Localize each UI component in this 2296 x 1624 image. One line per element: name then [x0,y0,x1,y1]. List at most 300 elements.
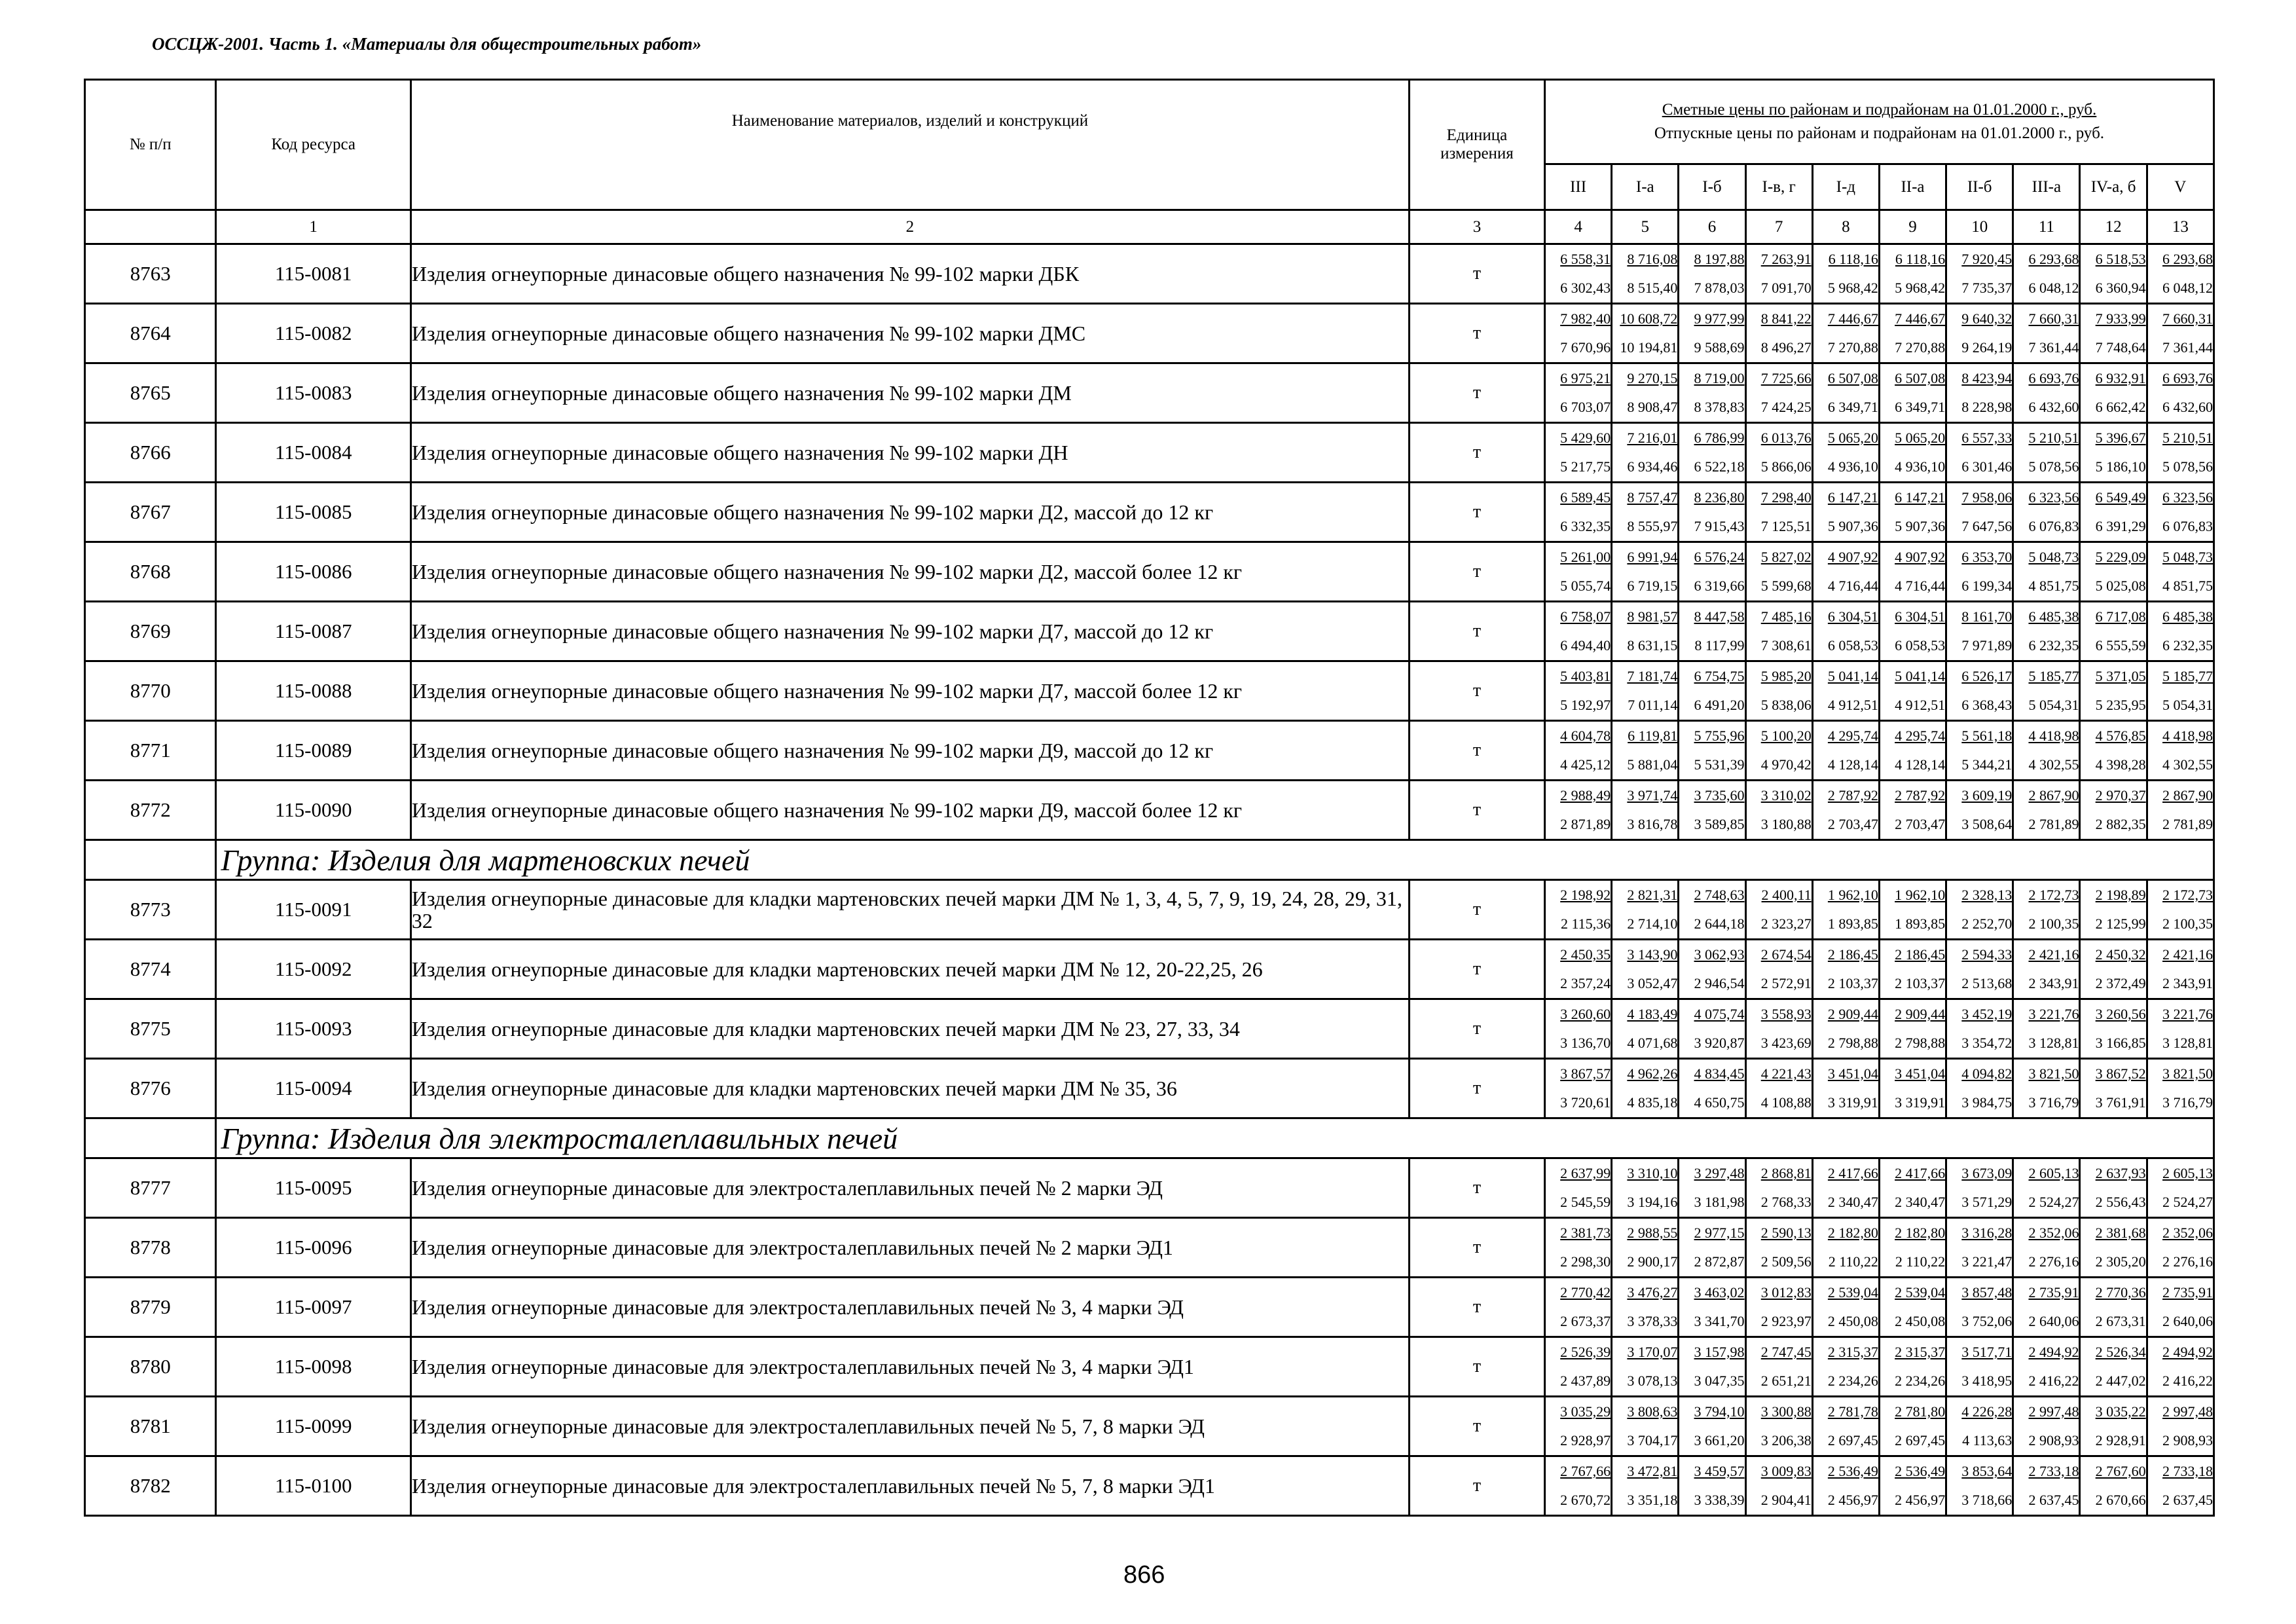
price-cell [1544,721,1611,781]
resource-code: 115-0099 [216,1397,410,1456]
estimate-price: 3 035,29 [1560,1403,1611,1420]
material-name: Изделия огнеупорные динасовые для электросталеплавильных печей № 3, 4 марки ЭД1 [410,1337,1409,1397]
group-empty-cell [85,1118,216,1158]
resource-code: 115-0089 [216,721,410,781]
release-price: 3 128,81 [2028,1035,2079,1051]
estimate-price: 3 260,60 [1560,1006,1611,1022]
estimate-price: 7 933,99 [2095,310,2146,327]
release-price: 7 915,43 [1694,518,1745,534]
release-price: 10 194,81 [1620,339,1678,356]
estimate-price: 2 867,90 [2162,787,2213,803]
estimate-price: 2 781,78 [1827,1403,1878,1420]
estimate-price: 6 118,16 [1895,251,1946,267]
estimate-price: 5 429,60 [1560,430,1611,446]
price-cell [1612,940,1679,999]
estimate-price: 3 012,83 [1760,1284,1812,1301]
column-number: 5 [1612,210,1679,244]
release-price: 2 781,89 [2162,816,2213,832]
estimate-price: 2 381,68 [2095,1225,2146,1241]
price-cell [2147,880,2214,940]
price-cell [2080,1337,2147,1397]
price-cell [1745,304,1812,363]
column-number: 4 [1544,210,1611,244]
price-cell [1612,999,1679,1059]
release-price: 3 319,91 [1827,1094,1878,1111]
release-price: 3 194,16 [1627,1194,1678,1210]
estimate-price: 7 181,74 [1627,668,1678,684]
page-number: 866 [1123,1561,1165,1589]
release-price: 4 425,12 [1560,756,1611,773]
price-cell [1745,483,1812,542]
release-price: 2 908,93 [2162,1432,2213,1449]
group-title: Группа: Изделия для электросталеплавильных печей [216,1118,2214,1158]
price-cell [1612,781,1679,840]
release-price: 3 418,95 [1961,1373,2013,1389]
price-cell [2147,781,2214,840]
column-number-empty [85,210,216,244]
price-cell [1679,999,1745,1059]
price-cell [1812,1158,1879,1218]
estimate-price: 5 185,77 [2162,668,2213,684]
estimate-price: 2 637,93 [2095,1165,2146,1181]
price-cell [1812,1456,1879,1516]
release-price: 8 515,40 [1627,280,1678,296]
release-price: 1 893,85 [1827,915,1878,932]
price-cell [1745,1456,1812,1516]
estimate-price: 4 962,26 [1627,1065,1678,1082]
estimate-price: 2 172,73 [2028,887,2079,903]
estimate-price: 3 821,50 [2028,1065,2079,1082]
price-cell [1544,1337,1611,1397]
table-row [85,999,2214,1059]
header-region: I-б [1679,164,1745,210]
price-cell [1612,1059,1679,1118]
price-cell [1544,483,1611,542]
release-price: 4 128,14 [1895,756,1946,773]
estimate-price: 6 304,51 [1895,608,1946,625]
release-price: 3 920,87 [1694,1035,1745,1051]
price-cell [1612,363,1679,423]
release-price: 5 078,56 [2028,458,2079,475]
price-cell [2080,880,2147,940]
estimate-price: 2 787,92 [1895,787,1946,803]
material-name: Изделия огнеупорные динасовые общего назначения № 99-102 марки Д9, массой более 12 кг [410,781,1409,840]
release-price: 2 703,47 [1827,816,1878,832]
material-name: Изделия огнеупорные динасовые для электросталеплавильных печей № 2 марки ЭД1 [410,1218,1409,1278]
release-price: 5 055,74 [1560,578,1611,594]
estimate-price: 3 459,57 [1694,1463,1745,1479]
estimate-price: 2 997,48 [2028,1403,2079,1420]
price-cell [1879,244,1946,304]
header-unit: Единица измерения [1409,80,1544,210]
release-price: 2 697,45 [1895,1432,1946,1449]
release-price: 2 673,37 [1560,1313,1611,1329]
estimate-price: 4 576,85 [2095,728,2146,744]
estimate-price: 2 594,33 [1961,946,2013,963]
price-cell [1745,1218,1812,1278]
unit-of-measure: т [1409,1337,1544,1397]
release-price: 7 878,03 [1694,280,1745,296]
release-price: 5 531,39 [1694,756,1745,773]
release-price: 2 234,26 [1827,1373,1878,1389]
header-region: I-в, г [1745,164,1812,210]
release-price: 2 904,41 [1760,1492,1812,1508]
release-price: 2 781,89 [2028,816,2079,832]
estimate-price: 6 518,53 [2095,251,2146,267]
row-number: 8766 [85,423,216,483]
price-cell [2080,602,2147,661]
table-row [85,1456,2214,1516]
release-price: 3 718,66 [1961,1492,2013,1508]
estimate-price: 5 396,67 [2095,430,2146,446]
estimate-price: 2 315,37 [1895,1344,1946,1360]
group-row [85,840,2214,880]
estimate-price: 5 229,09 [2095,549,2146,565]
estimate-price: 1 962,10 [1895,887,1946,903]
release-price: 2 340,47 [1827,1194,1878,1210]
row-number: 8764 [85,304,216,363]
price-cell [1612,542,1679,602]
price-cell [1745,661,1812,721]
unit-of-measure: т [1409,363,1544,423]
estimate-price: 2 970,37 [2095,787,2146,803]
resource-code: 115-0087 [216,602,410,661]
release-price: 7 670,96 [1560,339,1611,356]
price-cell [1612,661,1679,721]
estimate-price: 8 197,88 [1694,251,1745,267]
release-price: 2 110,22 [1828,1253,1878,1270]
price-cell [2013,721,2080,781]
header-region: III-а [2013,164,2080,210]
price-cell [1745,880,1812,940]
price-cell [1946,880,2013,940]
release-price: 6 076,83 [2028,518,2079,534]
estimate-price: 4 418,98 [2162,728,2213,744]
estimate-price: 6 991,94 [1627,549,1678,565]
price-cell [1879,1059,1946,1118]
estimate-price: 9 640,32 [1961,310,2013,327]
price-cell [2013,1218,2080,1278]
price-cell [1745,602,1812,661]
row-number: 8780 [85,1337,216,1397]
unit-of-measure: т [1409,781,1544,840]
estimate-price: 2 417,66 [1895,1165,1946,1181]
estimate-price: 3 517,71 [1961,1344,2013,1360]
price-cell [1879,1456,1946,1516]
price-cell [1745,1059,1812,1118]
estimate-price: 6 589,45 [1560,489,1611,506]
release-price: 2 928,91 [2095,1432,2146,1449]
estimate-price: 7 660,31 [2028,310,2079,327]
resource-code: 115-0100 [216,1456,410,1516]
release-price: 2 670,66 [2095,1492,2146,1508]
estimate-price: 3 472,81 [1627,1463,1678,1479]
release-price: 3 351,18 [1627,1492,1678,1508]
release-price: 2 651,21 [1760,1373,1812,1389]
estimate-price: 2 767,60 [2095,1463,2146,1479]
estimate-price: 2 674,54 [1760,946,1812,963]
release-price: 4 716,44 [1827,578,1878,594]
estimate-price: 2 781,80 [1895,1403,1946,1420]
row-number: 8763 [85,244,216,304]
release-price: 2 640,06 [2162,1313,2213,1329]
release-price: 2 703,47 [1895,816,1946,832]
release-price: 7 971,89 [1961,637,2013,654]
price-cell [1812,1337,1879,1397]
price-cell [1946,721,2013,781]
release-price: 4 071,68 [1627,1035,1678,1051]
release-price: 2 252,70 [1961,915,2013,932]
price-cell [2080,1456,2147,1516]
price-cell [1879,1158,1946,1218]
release-price: 7 424,25 [1760,399,1812,415]
price-cell [2080,363,2147,423]
release-price: 2 234,26 [1895,1373,1946,1389]
price-cell [2013,1456,2080,1516]
estimate-price: 1 962,10 [1827,887,1878,903]
release-price: 7 270,88 [1895,339,1946,356]
estimate-price: 3 463,02 [1694,1284,1745,1301]
estimate-price: 5 261,00 [1560,549,1611,565]
price-cell [1544,304,1611,363]
price-cell [2080,304,2147,363]
release-price: 5 192,97 [1560,697,1611,713]
release-price: 2 456,97 [1827,1492,1878,1508]
price-cell [1812,542,1879,602]
price-cell [1612,1158,1679,1218]
estimate-price: 2 988,49 [1560,787,1611,803]
material-name: Изделия огнеупорные динасовые общего назначения № 99-102 марки ДН [410,423,1409,483]
column-number: 9 [1879,210,1946,244]
row-number: 8768 [85,542,216,602]
estimate-price: 2 735,91 [2162,1284,2213,1301]
price-cell [1946,483,2013,542]
price-cell [2147,1218,2214,1278]
column-number: 1 [216,210,410,244]
estimate-price: 3 853,64 [1961,1463,2013,1479]
unit-of-measure: т [1409,1158,1544,1218]
price-cell [1879,661,1946,721]
estimate-price: 7 263,91 [1760,251,1812,267]
release-price: 2 343,91 [2162,975,2213,991]
price-cell [1879,304,1946,363]
price-cell [1812,363,1879,423]
price-cell [1745,721,1812,781]
estimate-price: 5 985,20 [1760,668,1812,684]
price-cell [2080,661,2147,721]
release-price: 6 703,07 [1560,399,1611,415]
estimate-price: 2 867,90 [2028,787,2079,803]
estimate-price: 6 693,76 [2028,370,2079,386]
estimate-price: 5 210,51 [2162,430,2213,446]
release-price: 3 354,72 [1961,1035,2013,1051]
release-price: 6 199,34 [1961,578,2013,594]
estimate-price: 3 157,98 [1694,1344,1745,1360]
resource-code: 115-0084 [216,423,410,483]
estimate-price: 2 328,13 [1961,887,2013,903]
unit-of-measure: т [1409,721,1544,781]
estimate-price: 2 381,73 [1560,1225,1611,1241]
estimate-price: 3 867,57 [1560,1065,1611,1082]
price-cell [1745,1158,1812,1218]
release-price: 2 882,35 [2095,816,2146,832]
unit-of-measure: т [1409,1059,1544,1118]
release-price: 2 556,43 [2095,1194,2146,1210]
estimate-price: 7 298,40 [1760,489,1812,506]
price-cell [2013,1397,2080,1456]
price-cell [1745,999,1812,1059]
price-cell [2013,1337,2080,1397]
release-price: 2 100,35 [2162,915,2213,932]
release-price: 2 524,27 [2028,1194,2079,1210]
release-price: 2 447,02 [2095,1373,2146,1389]
release-price: 3 378,33 [1627,1313,1678,1329]
price-cell [2147,1158,2214,1218]
estimate-price: 2 315,37 [1827,1344,1878,1360]
price-cell [1812,244,1879,304]
price-cell [1946,602,2013,661]
release-price: 6 058,53 [1895,637,1946,654]
estimate-price: 3 170,07 [1627,1344,1678,1360]
release-price: 7 735,37 [1961,280,2013,296]
price-cell [1879,880,1946,940]
price-cell [1745,781,1812,840]
estimate-price: 5 041,14 [1895,668,1946,684]
price-cell [1812,661,1879,721]
price-cell [1544,661,1611,721]
release-price: 3 816,78 [1627,816,1678,832]
price-cell [1679,721,1745,781]
estimate-price: 6 693,76 [2162,370,2213,386]
estimate-price: 2 536,49 [1827,1463,1878,1479]
release-price: 6 232,35 [2162,637,2213,654]
estimate-price: 5 755,96 [1694,728,1745,744]
release-price: 8 555,97 [1627,518,1678,534]
price-cell [1745,423,1812,483]
estimate-price: 3 673,09 [1961,1165,2013,1181]
estimate-price: 6 549,49 [2095,489,2146,506]
price-cell [1612,1337,1679,1397]
release-price: 2 871,89 [1560,816,1611,832]
release-price: 4 302,55 [2162,756,2213,773]
release-price: 4 936,10 [1895,458,1946,475]
price-cell [1879,1218,1946,1278]
price-cell [2013,244,2080,304]
estimate-price: 4 295,74 [1895,728,1946,744]
release-price: 2 798,88 [1827,1035,1878,1051]
estimate-price: 3 143,90 [1627,946,1678,963]
price-cell [1612,721,1679,781]
estimate-price: 6 304,51 [1827,608,1878,625]
estimate-price: 2 182,80 [1895,1225,1946,1241]
estimate-price: 8 161,70 [1961,608,2013,625]
price-cell [1544,602,1611,661]
price-cell [2013,1059,2080,1118]
price-cell [1946,1059,2013,1118]
estimate-price: 2 770,42 [1560,1284,1611,1301]
estimate-price: 2 747,45 [1760,1344,1812,1360]
header-region: III [1544,164,1611,210]
material-name: Изделия огнеупорные динасовые для электросталеплавильных печей № 2 марки ЭД [410,1158,1409,1218]
estimate-price: 8 423,94 [1961,370,2013,386]
price-cell [1544,1158,1611,1218]
estimate-price: 6 147,21 [1895,489,1946,506]
column-number: 11 [2013,210,2080,244]
release-price: 2 103,37 [1827,975,1878,991]
estimate-price: 2 421,16 [2028,946,2079,963]
group-empty-cell [85,840,216,880]
release-price: 3 338,39 [1694,1492,1745,1508]
resource-code: 115-0085 [216,483,410,542]
release-price: 2 276,16 [2162,1253,2213,1270]
estimate-price: 3 609,19 [1961,787,2013,803]
price-cell [1612,602,1679,661]
price-cell [1879,483,1946,542]
column-number: 7 [1745,210,1812,244]
release-price: 2 697,45 [1827,1432,1878,1449]
release-price: 2 524,27 [2162,1194,2213,1210]
release-price: 7 125,51 [1760,518,1812,534]
estimate-price: 7 216,01 [1627,430,1678,446]
release-price: 3 984,75 [1961,1094,2013,1111]
release-price: 6 058,53 [1827,637,1878,654]
release-price: 4 650,75 [1694,1094,1745,1111]
group-title: Группа: Изделия для мартеновских печей [216,840,2214,880]
estimate-price: 7 958,06 [1961,489,2013,506]
price-cell [1679,1218,1745,1278]
estimate-price: 4 226,28 [1961,1403,2013,1420]
estimate-price: 4 183,49 [1627,1006,1678,1022]
row-number: 8779 [85,1278,216,1337]
resource-code: 115-0088 [216,661,410,721]
release-price: 3 136,70 [1560,1035,1611,1051]
estimate-price: 3 476,27 [1627,1284,1678,1301]
price-cell [2147,661,2214,721]
estimate-price: 2 526,34 [2095,1344,2146,1360]
price-cell [1879,363,1946,423]
release-price: 5 025,08 [2095,578,2146,594]
release-price: 7 647,56 [1961,518,2013,534]
price-cell [2147,1337,2214,1397]
unit-of-measure: т [1409,661,1544,721]
estimate-price: 3 300,88 [1760,1403,1812,1420]
release-price: 7 091,70 [1760,280,1812,296]
estimate-price: 2 733,18 [2162,1463,2213,1479]
header-prices [1544,80,2214,164]
price-cell [1946,542,2013,602]
release-price: 6 076,83 [2162,518,2213,534]
price-cell [1812,1397,1879,1456]
price-cell [2013,781,2080,840]
release-price: 4 302,55 [2028,756,2079,773]
price-cell [1544,940,1611,999]
release-price: 2 928,97 [1560,1432,1611,1449]
price-cell [2080,1278,2147,1337]
release-price: 2 900,17 [1627,1253,1678,1270]
estimate-price: 4 221,43 [1760,1065,1812,1082]
release-price: 7 308,61 [1760,637,1812,654]
price-cell [1612,244,1679,304]
estimate-price: 6 975,21 [1560,370,1611,386]
release-price: 3 720,61 [1560,1094,1611,1111]
estimate-price: 2 198,92 [1560,887,1611,903]
material-name: Изделия огнеупорные динасовые общего назначения № 99-102 марки ДБК [410,244,1409,304]
release-price: 9 588,69 [1694,339,1745,356]
price-cell [2080,999,2147,1059]
price-cell [2147,423,2214,483]
release-price: 5 968,42 [1827,280,1878,296]
estimate-price: 6 485,38 [2162,608,2213,625]
